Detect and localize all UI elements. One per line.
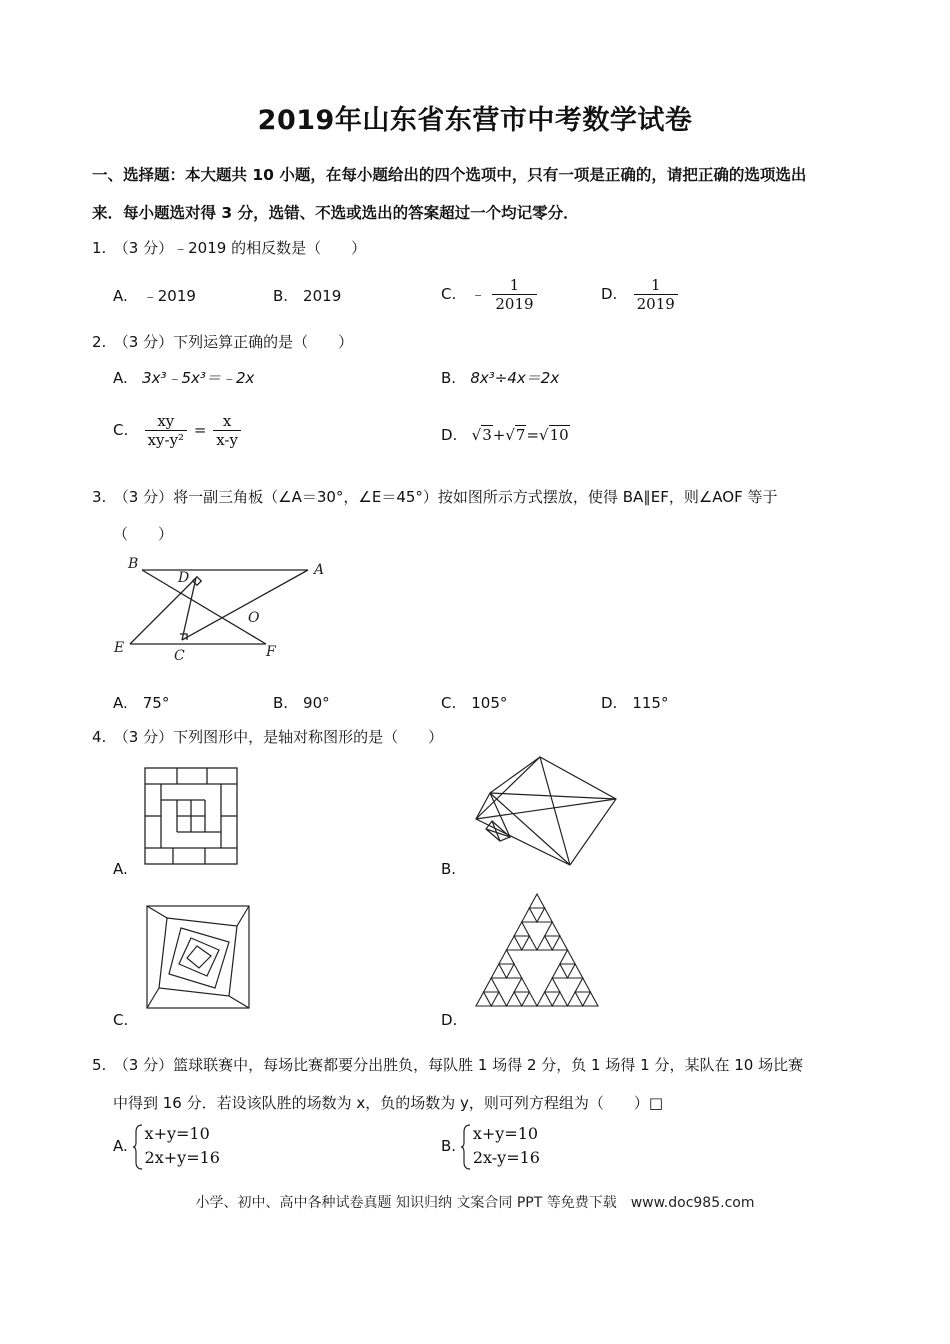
- q5-stem-line2: 中得到 16 分．若设该队胜的场数为 x，负的场数为 y，则可列方程组为（ ）□: [113, 1094, 664, 1112]
- q3-stem-line1: 3. （3 分）将一副三角板（∠A＝30°，∠E＝45°）按如图所示方式摆放，使得 BA∥EF，则∠AOF 等于: [92, 488, 778, 506]
- q3-triangle-figure: [108, 552, 338, 664]
- q2-c-den2: x-y: [216, 431, 238, 449]
- q5-b-equation-system: [461, 1122, 540, 1170]
- q4-stem: 4. （3 分）下列图形中，是轴对称图形的是（ ）: [92, 728, 444, 746]
- q5-option-a: [113, 1122, 220, 1170]
- q1-d-numerator: 1: [634, 276, 678, 295]
- q1-c-denominator: 2019: [495, 295, 534, 313]
- q5-a-eq2: 2x+y=16: [144, 1148, 220, 1167]
- q2-stem: 2. （3 分）下列运算正确的是（ ）: [92, 333, 354, 351]
- q2-option-a: [113, 367, 254, 388]
- q4-figure-b: [470, 755, 620, 867]
- q1-option-d: [601, 276, 680, 313]
- q5-stem-line1: 5. （3 分）篮球联赛中，每场比赛都要分出胜负，每队胜 1 场得 2 分，负 1 场得 1 分，某队在 10 场比赛: [92, 1056, 804, 1074]
- q3-option-b: B. 90°: [273, 694, 330, 712]
- brace-icon: [133, 1124, 143, 1170]
- q4-figure-d: [472, 890, 602, 1010]
- q1-stem: 1. （3 分）﹣2019 的相反数是（ ）: [92, 239, 367, 257]
- q2-option-b: [441, 367, 559, 388]
- q2-c-den1: xy-y²: [147, 431, 185, 449]
- q2-c-num2: x: [213, 412, 241, 431]
- q5-option-b: [441, 1122, 540, 1170]
- q5-b-eq2: 2x-y=16: [472, 1148, 540, 1167]
- q2-option-c-label: C.: [113, 421, 129, 439]
- q1-option-c-label: C.: [441, 285, 457, 303]
- q4-figure-a: [143, 766, 239, 866]
- label-B: B: [128, 556, 139, 572]
- q5-b-eq1: x+y=10: [472, 1124, 539, 1143]
- q2-option-b-label: B.: [441, 369, 457, 387]
- q2-option-a-expr: 3x³﹣5x³＝﹣2x: [142, 369, 255, 387]
- q2-option-a-label: A.: [113, 369, 128, 387]
- q2-c-equals: =: [193, 421, 207, 439]
- q1-option-c: [441, 276, 539, 313]
- sqrt-7: √7: [505, 426, 526, 444]
- sqrt-3: √3: [471, 426, 492, 444]
- q3-option-d: D. 115°: [601, 694, 669, 712]
- q5-option-b-label: B.: [441, 1137, 457, 1155]
- q2-c-num1: xy: [145, 412, 188, 431]
- label-F: F: [266, 644, 276, 660]
- q3-stem-line2: （ ）: [113, 525, 174, 543]
- q1-option-b: B. 2019: [273, 287, 342, 305]
- q1-option-d-fraction: [634, 276, 678, 313]
- q2-option-c: [113, 412, 243, 449]
- q3-option-c: C. 105°: [441, 694, 508, 712]
- q2-option-d: D. √3+√7=√10: [441, 426, 569, 444]
- label-C: C: [174, 648, 185, 664]
- q1-option-a: A. ﹣2019: [113, 287, 196, 305]
- label-A: A: [314, 562, 325, 578]
- section-header-line2: 来．每小题选对得 3 分，选错、不选或选出的答案超过一个均记零分．: [92, 204, 579, 222]
- brace-icon: [461, 1124, 471, 1170]
- q2-c-fraction-left: [145, 412, 188, 449]
- q4-option-c: C.: [113, 1011, 129, 1029]
- page-title: 2019年山东省东营市中考数学试卷: [257, 105, 693, 136]
- q2-option-b-expr: 8x³÷4x＝2x: [470, 369, 560, 387]
- label-D: D: [178, 570, 190, 586]
- q5-option-a-label: A.: [113, 1137, 128, 1155]
- q3-option-a: A. 75°: [113, 694, 170, 712]
- q1-c-numerator: 1: [492, 276, 536, 295]
- q2-c-fraction-right: [213, 412, 241, 449]
- q1-d-denominator: 2019: [636, 295, 675, 313]
- q1-option-c-sign: ﹣: [470, 285, 486, 303]
- q1-option-d-label: D.: [601, 285, 618, 303]
- q4-option-d: D.: [441, 1011, 458, 1029]
- page-footer: 小学、初中、高中各种试卷真题 知识归纳 文案合同 PPT 等免费下载 www.doc985.com: [195, 1195, 755, 1211]
- q5-a-eq1: x+y=10: [144, 1124, 210, 1143]
- label-E: E: [114, 640, 125, 656]
- q4-option-b: B.: [441, 860, 457, 878]
- q5-a-equation-system: [133, 1122, 220, 1170]
- label-O: O: [248, 610, 260, 626]
- q4-figure-c: [145, 904, 251, 1010]
- q2-option-d-label: D.: [441, 426, 458, 444]
- section-header-line1: 一、选择题：本大题共 10 小题，在每小题给出的四个选项中，只有一项是正确的，请把正确的选项选出: [92, 166, 807, 184]
- q4-option-a: A.: [113, 860, 128, 878]
- sqrt-10: √10: [539, 426, 569, 444]
- q1-option-c-fraction: [492, 276, 536, 313]
